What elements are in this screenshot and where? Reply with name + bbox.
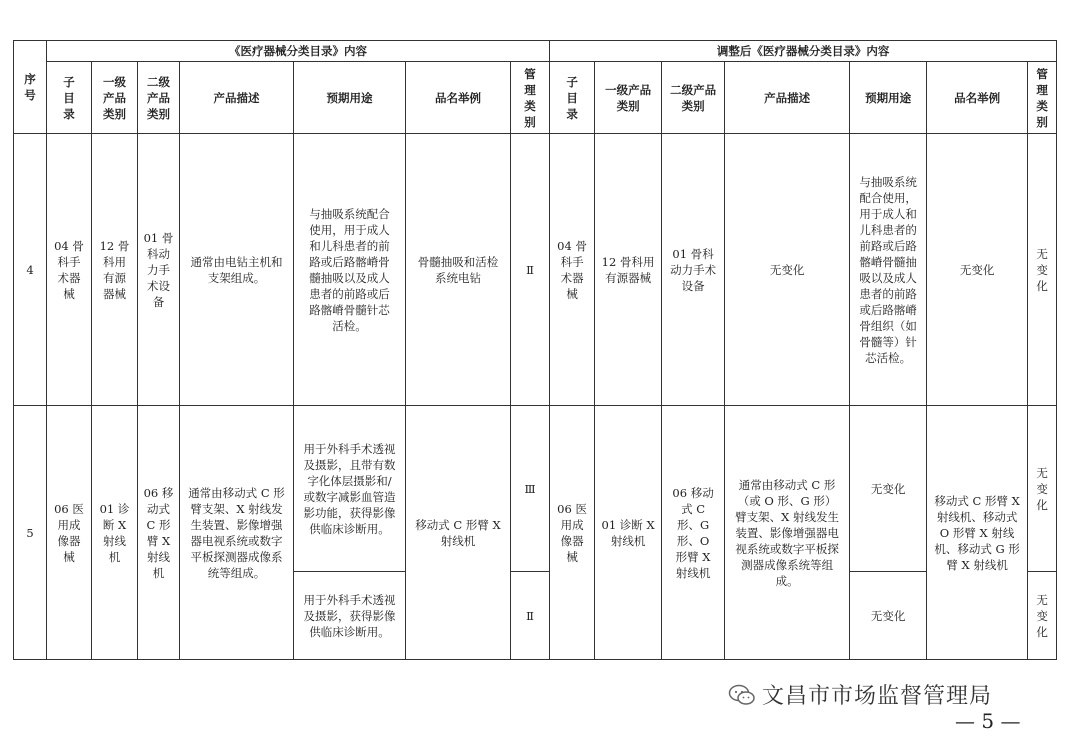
adj-level2-cell: 06 移动式 C 形、G 形、O 形臂 X 射线机 (662, 406, 725, 660)
adj-use-cell: 与抽吸系统配合使用，用于成人和儿科患者的前路或后路髂嵴骨髓抽吸以及成人患者的前路或后路髂嵴骨组织（如骨髓等）针芯活检。 (850, 134, 927, 406)
adj-mgmt-cell: 无变化 (1028, 572, 1057, 660)
adj-mgmt-cell: 无变化 (1028, 134, 1057, 406)
orig-sub-cell: 06 医用成像器械 (47, 406, 92, 660)
adj-use-cell: 无变化 (850, 406, 927, 572)
wechat-icon (728, 684, 756, 706)
orig-desc-cell: 通常由移动式 C 形臂支架、X 射线发生装置、影像增强器电视系统或数字平板探测器成像系统等组成。 (180, 406, 294, 660)
orig-level1-header: 一级产品类别 (92, 62, 138, 134)
orig-examples-header: 品名举例 (406, 62, 511, 134)
adj-desc-cell: 无变化 (725, 134, 850, 406)
original-catalog-title: 《医疗器械分类目录》内容 (47, 41, 550, 62)
orig-examples-cell: 移动式 C 形臂 X 射线机 (406, 406, 511, 660)
adj-examples-cell: 移动式 C 形臂 X 射线机、移动式 O 形臂 X 射线机、移动式 G 形臂 X 射线机 (927, 406, 1028, 660)
adj-use-cell: 无变化 (850, 572, 927, 660)
orig-level2-cell: 01 骨科动力手术设备 (138, 134, 180, 406)
table-row (14, 134, 1057, 406)
adj-sub-header: 子目录 (550, 62, 595, 134)
page-number: — 5 — (955, 709, 1021, 733)
adj-level2-header: 二级产品类别 (662, 62, 725, 134)
orig-desc-header: 产品描述 (180, 62, 294, 134)
classification-table (13, 40, 1057, 660)
table-row (14, 406, 1057, 572)
adj-examples-cell: 无变化 (927, 134, 1028, 406)
orig-use-cell: 用于外科手术透视及摄影，且带有数字化体层摄影和/或数字减影血管造影功能，获得影像供临床诊断用。 (294, 406, 406, 572)
orig-sub-header: 子目录 (47, 62, 92, 134)
adj-desc-cell: 通常由移动式 C 形（或 O 形、G 形）臂支架、X 射线发生装置、影像增强器电视系统或数字平板探测器成像系统等组成。 (725, 406, 850, 660)
adjusted-catalog-title: 调整后《医疗器械分类目录》内容 (550, 41, 1057, 62)
seq-cell: 5 (14, 406, 47, 660)
adj-mgmt-header: 管理类别 (1028, 62, 1057, 134)
orig-sub-cell: 04 骨科手术器械 (47, 134, 92, 406)
publisher-watermark (728, 679, 992, 710)
orig-mgmt-cell: Ⅱ (511, 134, 550, 406)
adj-level2-cell: 01 骨科动力手术设备 (662, 134, 725, 406)
orig-desc-cell: 通常由电钻主机和支架组成。 (180, 134, 294, 406)
adj-desc-header: 产品描述 (725, 62, 850, 134)
orig-mgmt-header: 管理类别 (511, 62, 550, 134)
publisher-name: 文昌市市场监督管理局 (762, 684, 993, 709)
orig-mgmt-cell: Ⅲ (511, 406, 550, 572)
adj-level1-cell: 12 骨科用有源器械 (595, 134, 662, 406)
adj-level1-header: 一级产品类别 (595, 62, 662, 134)
orig-level2-header: 二级产品类别 (138, 62, 180, 134)
orig-mgmt-cell: Ⅱ (511, 572, 550, 660)
adj-use-header: 预期用途 (850, 62, 927, 134)
orig-examples-cell: 骨髓抽吸和活检系统电钻 (406, 134, 511, 406)
orig-use-cell: 与抽吸系统配合使用，用于成人和儿科患者的前路或后路髂嵴骨髓抽吸以及成人患者的前路或后路髂嵴骨髓针芯活检。 (294, 134, 406, 406)
orig-level2-cell: 06 移动式 C 形臂 X 射线机 (138, 406, 180, 660)
adj-sub-cell: 06 医用成像器械 (550, 406, 595, 660)
seq-cell: 4 (14, 134, 47, 406)
orig-level1-cell: 01 诊断 X 射线机 (92, 406, 138, 660)
seq-header: 序号 (14, 41, 47, 134)
orig-use-header: 预期用途 (294, 62, 406, 134)
orig-use-cell: 用于外科手术透视及摄影，获得影像供临床诊断用。 (294, 572, 406, 660)
orig-level1-cell: 12 骨科用有源器械 (92, 134, 138, 406)
adj-mgmt-cell: 无变化 (1028, 406, 1057, 572)
adj-examples-header: 品名举例 (927, 62, 1028, 134)
adj-level1-cell: 01 诊断 X 射线机 (595, 406, 662, 660)
adj-sub-cell: 04 骨科手术器械 (550, 134, 595, 406)
